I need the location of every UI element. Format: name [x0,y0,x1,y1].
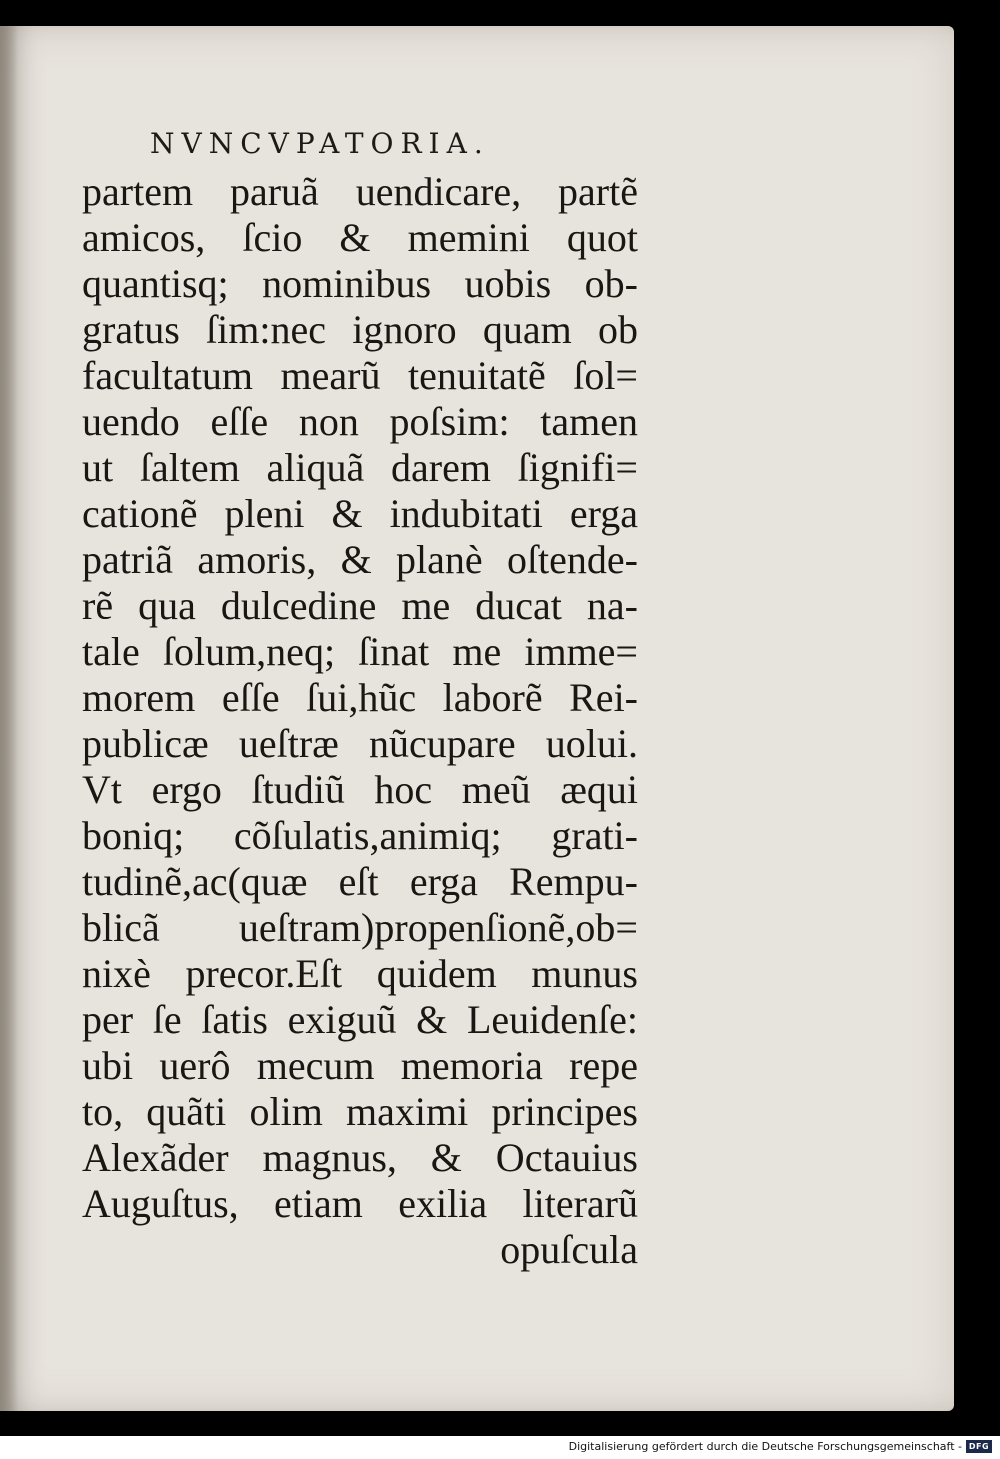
text-line: publicæ ueſtræ nũcupare uolui. [82,721,638,766]
text-line: tudinẽ,ac(quæ eſt erga Rempu- [82,859,638,904]
text-line: to, quãti olim maximi principes [82,1089,638,1134]
text-line: boniq; cõſulatis,animiq; grati- [82,813,638,858]
text-block [82,169,638,1273]
footer-bar [0,1436,1000,1459]
text-line: patriã amoris, & planè oſtende- [82,537,638,582]
text-line: morem eſſe ſui,hũc laborẽ Rei- [82,675,638,720]
catchword: opuſcula [500,1227,638,1272]
funding-notice: Digitalisierung gefördert durch die Deutsche Forschungsgemeinschaft - [568,1440,962,1453]
text-line: uendo eſſe non poſsim: tamen [82,399,638,444]
text-line: ubi uerô mecum memoria repe [82,1043,638,1088]
text-line: gratus ſim:nec ignoro quam ob [82,307,638,352]
text-line: cationẽ pleni & indubitati erga [82,491,638,536]
text-line: rẽ qua dulcedine me ducat na- [82,583,638,628]
text-line: per ſe ſatis exiguũ & Leuidenſe: [82,997,638,1042]
text-line: partem paruã uendicare, partẽ [82,169,638,214]
text-line: Vt ergo ſtudiũ hoc meũ æqui [82,767,638,812]
running-head: NVNCVPATORIA. [150,127,490,160]
text-line: Auguſtus, etiam exilia literarũ [82,1181,638,1226]
text-line: facultatum mearũ tenuitatẽ ſol= [82,353,638,398]
dfg-logo: DFG [966,1440,992,1453]
text-line: blicã ueſtram)propenſionẽ,ob= [82,905,638,950]
text-line: amicos, ſcio & memini quot [82,215,638,260]
text-line: ut ſaltem aliquã darem ſignifi= [82,445,638,490]
text-line: quantisq; nominibus uobis ob- [82,261,638,306]
text-line: tale ſolum,neq; ſinat me imme= [82,629,638,674]
text-line: Alexãder magnus, & Octauius [82,1135,638,1180]
text-line: nixè precor.Eſt quidem munus [82,951,638,996]
book-page [0,26,954,1411]
